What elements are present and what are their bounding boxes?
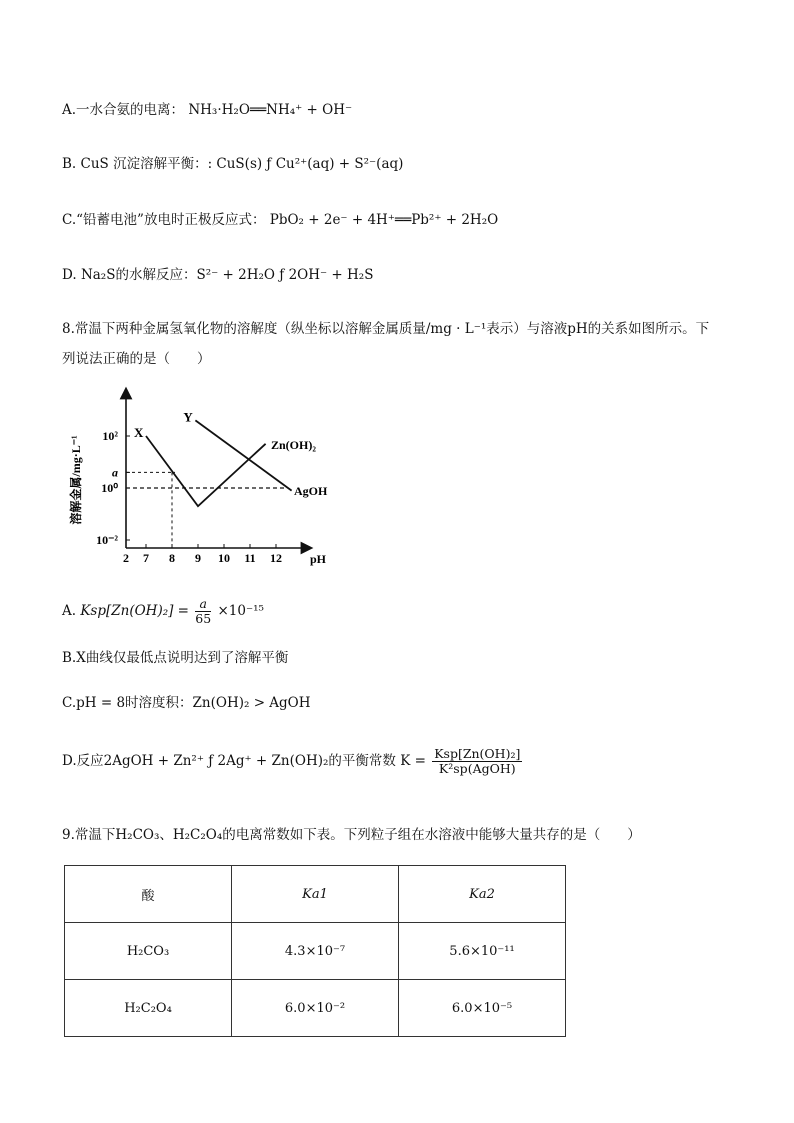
x-tick-label: 8 xyxy=(169,551,175,565)
q8-option-a xyxy=(62,597,264,626)
chart-axes xyxy=(68,393,327,566)
q8-option-a-denominator: 65 xyxy=(195,611,212,626)
q9-stem: 9.常温下H₂CO₃、H₂C₂O₄的电离常数如下表。下列粒子组在水溶液中能够大量共存的是（ ） xyxy=(62,827,641,843)
q8-option-d-denominator: K²sp(AgOH) xyxy=(438,761,516,776)
series-label-agoh: AgOH xyxy=(294,484,328,498)
chart-series xyxy=(146,420,292,506)
table-header-row xyxy=(65,866,566,923)
q7-option-b-prefix: B. CuS 沉淀溶解平衡：: xyxy=(62,156,217,172)
q8-stem-line2: 列说法正确的是（ ） xyxy=(62,351,211,367)
q8-option-d xyxy=(62,747,524,776)
q7-option-c xyxy=(62,208,498,228)
y-axis-label: 溶解金属/mg·L⁻¹ xyxy=(69,435,83,525)
q8-stem-line1: 8.常温下两种金属氢氧化物的溶解度（纵坐标以溶解金属质量/mg · L⁻¹表示）与溶液pH的关系如图所示。下 xyxy=(62,321,710,337)
series-line-Y xyxy=(195,420,291,490)
table-row xyxy=(65,980,566,1037)
x-tick-label: 9 xyxy=(195,551,201,565)
q7-option-a xyxy=(62,98,352,118)
q8-option-d-numerator: Ksp[Zn(OH)₂] xyxy=(434,746,521,761)
q8-option-b: B.X曲线仅最低点说明达到了溶解平衡 xyxy=(62,650,289,666)
table-cell: H₂CO₃ xyxy=(65,923,232,980)
y-tick-label: 10⁰ xyxy=(101,481,118,495)
q8-option-d-prefix: D.反应2AgOH + Zn²⁺ ƒ 2Ag⁺ + Zn(OH)₂的平衡常数 K = xyxy=(62,753,426,769)
x-tick-label: 7 xyxy=(143,551,149,565)
table-header-cell: Ka1 xyxy=(232,866,399,923)
table-cell: 6.0×10⁻² xyxy=(232,980,399,1037)
chart-labels xyxy=(134,409,328,498)
q7-option-d-mid: Na₂S的水解反应： xyxy=(80,267,197,283)
q7-option-c-prefix: C.“铅蓄电池”放电时正极反应式： xyxy=(62,212,266,228)
q8-option-d-fraction xyxy=(432,747,522,776)
chart-guides xyxy=(126,472,284,548)
q7-option-d-equation: S²⁻ + 2H₂O ƒ 2OH⁻ + H₂S xyxy=(196,267,374,283)
ionization-constant-table xyxy=(64,865,566,1037)
q7-option-d xyxy=(62,263,373,283)
table-header-cell: Ka2 xyxy=(399,866,566,923)
q8-option-a-numerator: a xyxy=(195,597,211,612)
series-label-zn-oh2: Zn(OH)₂ xyxy=(271,438,316,452)
series-name-x: X xyxy=(134,425,144,440)
x-tick-label: 11 xyxy=(244,551,256,565)
table-header-cell: 酸 xyxy=(65,866,232,923)
q7-option-d-prefix: D. xyxy=(62,267,81,283)
q8-option-a-fraction xyxy=(195,597,211,626)
table-cell: 4.3×10⁻⁷ xyxy=(232,923,399,980)
q8-option-a-tail: ×10⁻¹⁵ xyxy=(217,603,264,619)
q8-option-a-ksp: Ksp[Zn(OH)₂] = xyxy=(80,603,189,619)
q7-option-b-equation: CuS(s) ƒ Cu²⁺(aq) + S²⁻(aq) xyxy=(216,156,404,172)
table-cell: H₂C₂O₄ xyxy=(65,980,232,1037)
table-row xyxy=(65,923,566,980)
y-tick-label: 10⁻² xyxy=(96,533,118,547)
x-tick-label: 12 xyxy=(270,551,282,565)
series-line-X xyxy=(146,436,266,506)
y-tick-label: 10² xyxy=(102,429,118,443)
series-name-y: Y xyxy=(183,409,193,425)
x-tick-label: 2 xyxy=(123,551,129,565)
x-axis-label: pH xyxy=(309,552,327,566)
q7-option-b xyxy=(62,152,403,172)
q7-option-c-equation: PbO₂ + 2e⁻ + 4H⁺══Pb²⁺ + 2H₂O xyxy=(269,212,499,228)
q8-option-c: C.pH = 8时溶度积：Zn(OH)₂ > AgOH xyxy=(62,695,311,711)
table-cell: 6.0×10⁻⁵ xyxy=(399,980,566,1037)
y-tick-label: a xyxy=(112,465,118,480)
q7-option-a-equation: NH₃·H₂O══NH₄⁺ + OH⁻ xyxy=(188,102,353,118)
q8-stem xyxy=(62,314,742,374)
table-cell: 5.6×10⁻¹¹ xyxy=(399,923,566,980)
x-tick-label: 10 xyxy=(218,551,230,565)
solubility-chart xyxy=(62,385,352,575)
q7-option-a-prefix: A.一水合氨的电离： xyxy=(62,102,185,118)
q8-option-a-prefix: A. xyxy=(62,603,81,619)
